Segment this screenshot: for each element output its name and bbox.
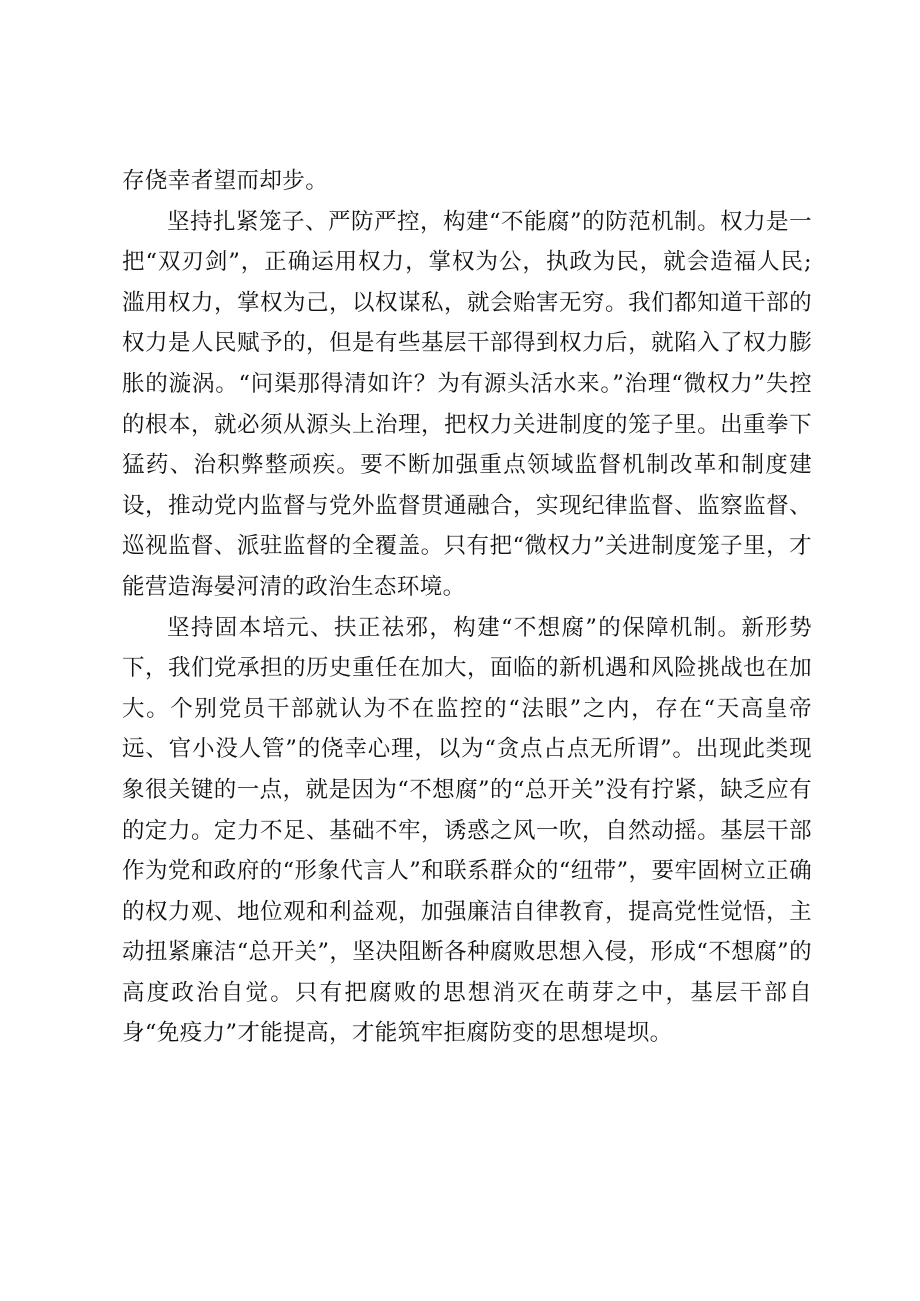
paragraph-cannot-corrupt: 坚持扎紧笼子、严防严控，构建“不能腐”的防范机制。权力是一把“双刃剑”，正确运用权力，掌权为公，执政为民，就会造福人民;滥用权力，掌权为己，以权谋私，就会贻害无穷。我们都知道干部的权力是人民赋予的，但是有些基层干部得到权力后，就陷入了权力膨胀的漩涡。“问渠那得清如许？为有源头活水来。”治理“微权力”失控的根本，就必须从源头上治理，把权力关进制度的笼子里。出重拳下猛药、治积弊整顽疾。要不断加强重点领域监督机制改革和制度建设，推动党内监督与党外监督贯通融合，实现纪律监督、监察监督、巡视监督、派驻监督的全覆盖。只有把“微权力”关进制度笼子里，才能营造海晏河清的政治生态环境。	[122, 208, 812, 600]
paragraph-not-want-corrupt: 坚持固本培元、扶正祛邪，构建“不想腐”的保障机制。新形势下，我们党承担的历史重任在加大，面临的新机遇和风险挑战也在加大。个别党员干部就认为不在监控的“法眼”之内，存在“天高皇帝远、官小没人管”的侥幸心理，以为“贪点占点无所谓”。出现此类现象很关键的一点，就是因为“不想腐”的“总开关”没有拧紧，缺乏应有的定力。定力不足、基础不牢，诱惑之风一吹，自然动摇。基层干部作为党和政府的“形象代言人”和联系群众的“纽带”，要牢固树立正确的权力观、地位观和利益观，加强廉洁自律教育，提高党性觉悟，主动扭紧廉洁“总开关”，坚决阻断各种腐败思想入侵，形成“不想腐”的高度政治自觉。只有把腐败的思想消灭在萌芽之中，基层干部自身“免疫力”才能提高，才能筑牢拒腐防变的思想堤坝。	[122, 614, 812, 1047]
document-body	[122, 161, 812, 1054]
paragraph-continuation: 存侥幸者望而却步。	[122, 168, 329, 194]
